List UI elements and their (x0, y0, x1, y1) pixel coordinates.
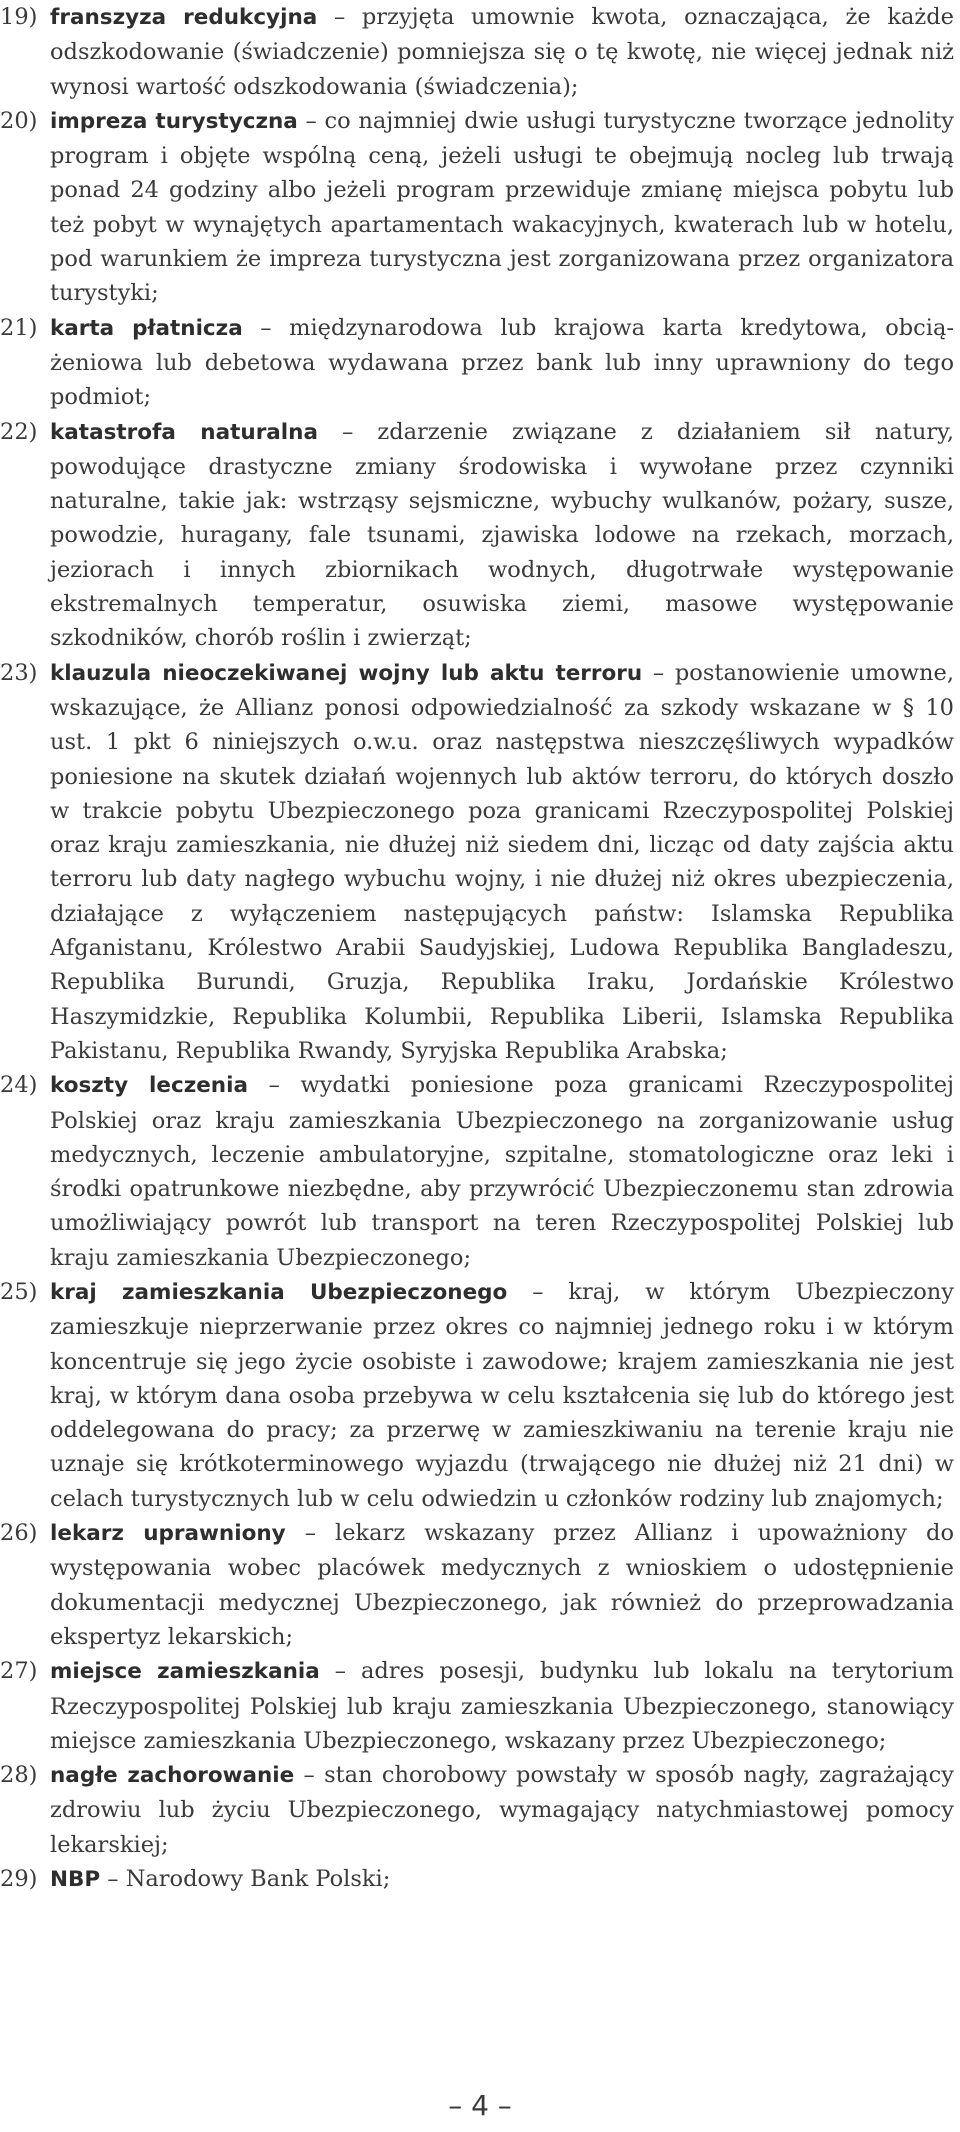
definition-item (0, 1516, 954, 1654)
definition-text: postanowienie umowne, wskazujące, że Allianz ponosi odpowiedzialność za szkody wskazane w § 10 ust. 1 pkt 6 niniejszych o.w.u. oraz następstwa nieszczęśliwych wypadków poniesione na skutek działań wojennych lub aktów terroru, do których doszło w trakcie pobytu Ubezpieczonego poza granicami Rzeczypospolitej Polskiej oraz kraju zamieszkania, nie dłużej niż siedem dni, licząc od daty zajścia aktu terroru lub daty nagłego wybuchu wojny, i nie dłużej niż okres ubezpieczenia, działające z wyłączeniem następujących państw: Islamska Republika Afganistanu, Królestwo Arabii Saudyjskiej, Ludowa Republika Bangladeszu, Republika Burundi, Gruzja, Republika Iraku, Jordańskie Królestwo Haszymidzkie, Republika Kolumbii, Republika Liberii, Islamska Republika Pakistanu, Republika Rwandy, Syryjska Republika Arabska; (50, 659, 954, 1064)
definition-separator: – (242, 314, 290, 341)
definition-term: nagłe zachorowanie (50, 1763, 295, 1789)
definition-text: stan chorobowy powstały w sposób nagły, zagrażający zdrowiu lub życiu Ubezpieczonego, wymagający natychmiastowej pomocy lekarskiej; (50, 1762, 954, 1858)
definition-separator: – (100, 1866, 126, 1893)
definition-term: miejsce zamieszkania (50, 1659, 320, 1685)
definition-term: katastrofa naturalna (50, 419, 318, 445)
definition-separator: – (285, 1520, 335, 1547)
definition-number: 28) (0, 1762, 38, 1789)
definition-term: impreza turystyczna (50, 108, 298, 134)
definition-text: Narodowy Bank Polski; (125, 1866, 391, 1893)
definition-item (0, 0, 954, 104)
definition-separator: – (319, 1658, 361, 1685)
definition-item (0, 1758, 954, 1862)
definition-text: co najmniej dwie usługi turystyczne tworzące jednolity program i objęte wspólną ceną, jeżeli usługi te obejmują nocleg lub trwają ponad 24 godziny albo jeżeli program przewiduje zmianę miejsca pobytu lub też pobyt w wynajętych apartamentach wakacyjnych, kwaterach lub w hotelu, pod warunkiem że impreza turystyczna jest zorganizowana przez organizatora turystyki; (50, 107, 955, 307)
definition-item (0, 1275, 954, 1516)
definition-term: NBP (50, 1867, 101, 1893)
definition-number: 19) (0, 4, 38, 30)
definition-item (0, 1068, 954, 1275)
definition-separator: – (248, 1072, 301, 1099)
definition-text: adres posesji, budynku lub lokalu na terytorium Rzeczypospolitej Polskiej lub kraju zamieszkania Ubezpieczonego, stanowiący miejsce zamieszkania Ubezpieczonego, wskazany przez Ubezpieczonego; (50, 1658, 954, 1754)
definition-item (0, 1862, 954, 1897)
definition-item (0, 1654, 954, 1758)
definition-text: lekarz wskazany przez Allianz i upoważniony do występowania wobec placówek medycznych z wnioskiem o udostępnienie dokumentacji medycznej Ubezpieczonego, jak również do przeprowadzania ekspertyz lekarskich; (50, 1520, 954, 1650)
definition-term: karta płatnicza (50, 315, 243, 341)
definition-number: 20) (0, 107, 38, 134)
definition-text: zdarzenie związane z działaniem sił natury, powodujące drastyczne zmiany środowiska i wywołane przez czynniki naturalne, takie jak: wstrząsy sejsmiczne, wybuchy wulkanów, pożary, susze, powodzie, huragany, fale tsunami, zjawiska lodowe na rzekach, morzach, jeziorach i innych zbiornikach wodnych, długotrwałe występowanie ekstremalnych temperatur, osuwiska ziemi, masowe występowanie szkodników, chorób roślin i zwierząt; (50, 418, 954, 652)
definition-number: 25) (0, 1278, 38, 1305)
definition-separator: – (318, 418, 378, 445)
definition-number: 21) (0, 314, 38, 341)
definition-separator: – (642, 659, 675, 686)
definition-separator: – (297, 107, 325, 134)
definition-separator: – (507, 1278, 569, 1305)
definition-number: 29) (0, 1866, 38, 1893)
definition-text: międzynarodowa lub krajowa karta kredytowa, obciążeniowa lub debetowa wydawana przez bank lub inny uprawniony do tego podmiot; (50, 314, 954, 411)
definition-number: 23) (0, 659, 38, 686)
definition-item (0, 415, 954, 656)
definition-separator: – (294, 1762, 325, 1789)
definition-term: kraj zamieszkania Ubezpieczonego (50, 1279, 508, 1305)
definition-text: kraj, w którym Ubezpieczony zamieszkuje nieprzerwanie przez okres co najmniej jednego roku i w którym koncentruje się jego życie osobiste i zawodowe; krajem zamieszkania nie jest kraj, w którym dana osoba przebywa w celu kształcenia się lub do którego jest oddelegowana do pracy; za przerwę w zamieszkiwaniu na terenie kraju nie uznaje się krótkoterminowego wyjazdu (trwającego nie dłużej niż 21 dni) w celach turystycznych lub w celu odwiedzin u członków rodziny lub znajomych; (50, 1278, 954, 1512)
definition-number: 22) (0, 418, 38, 445)
definition-item (0, 311, 954, 415)
page-number: – 4 – (448, 2089, 512, 2122)
definition-number: 26) (0, 1520, 38, 1547)
definition-term: koszty leczenia (50, 1073, 248, 1099)
definition-item (0, 104, 954, 311)
definition-separator: – (317, 4, 362, 30)
definition-term: franszyza redukcyjna (50, 5, 318, 30)
definition-term: lekarz uprawniony (50, 1521, 286, 1547)
definition-number: 27) (0, 1658, 38, 1685)
definition-text: wydatki poniesione poza granicami Rzeczypospolitej Polskiej oraz kraju zamieszkania Ubezpieczonego na zorganizowanie usług medycznych, leczenie ambulatoryjne, szpitalne, stomatologiczne oraz leki i środki opatrunkowe niezbędne, aby przywrócić Ubezpieczonemu stan zdrowia umożliwiający powrót lub transport na teren Rzeczypospolitej Polskiej lub kraju zamieszkania Ubezpieczonego; (50, 1072, 954, 1271)
definition-item (0, 656, 954, 1069)
definition-number: 24) (0, 1072, 38, 1099)
definition-term: klauzula nieoczekiwanej wojny lub aktu terroru (50, 660, 643, 686)
definition-text: przyjęta umownie kwota, oznaczająca, że każde odszkodowanie (świadczenie) pomniejsza się o tę kwotę, nie więcej jednak niż wynosi wartość odszkodowania (świadczenia); (50, 4, 954, 100)
